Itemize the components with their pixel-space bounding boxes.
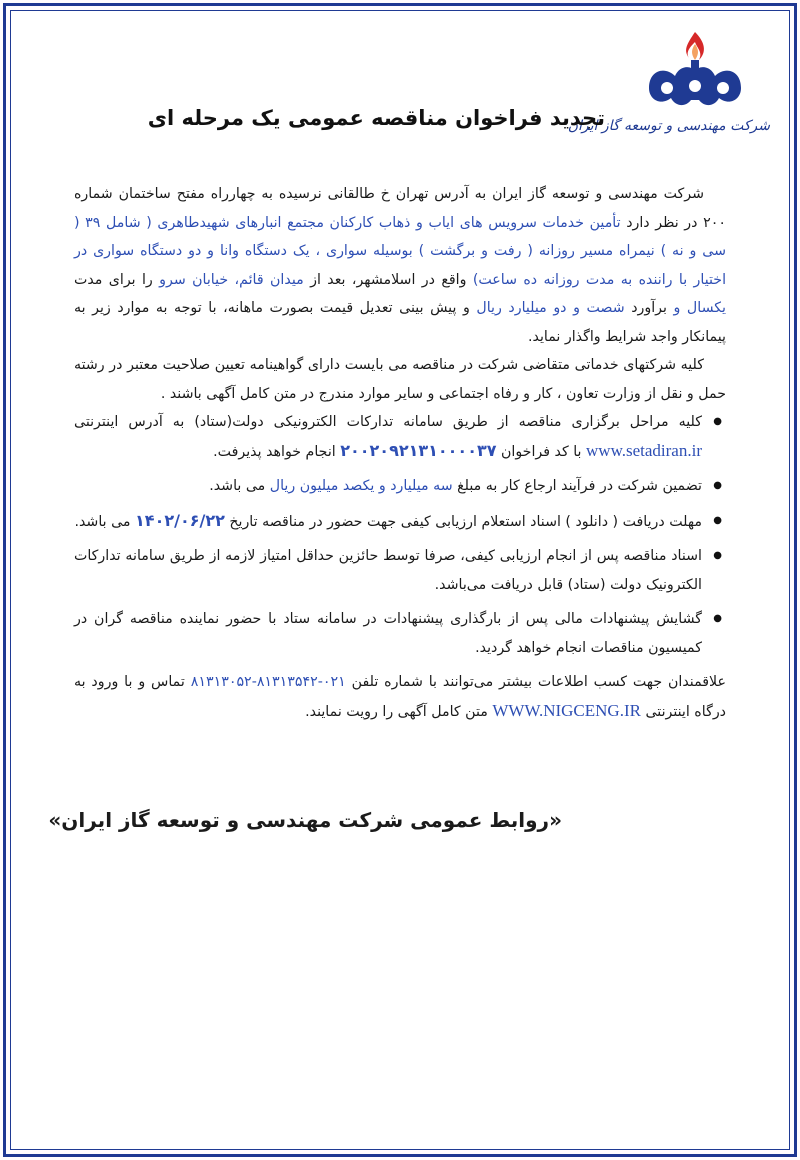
public-relations-signature: «روابط عمومی شرکت مهندسی و توسعه گاز ایران»: [48, 808, 562, 832]
company-logo: [567, 26, 770, 156]
eligibility-paragraph: کلیه شرکتهای خدماتی متقاضی شرکت در مناقصه می بایست دارای گواهینامه تعیین صلاحیت معتبر در رشته حمل و نقل از وزارت تعاون ، کار و رفاه اجتماعی و سایر موارد مندرج در متن کامل آگهی باشند .: [74, 357, 726, 402]
deadline-date: ۱۴۰۲/۰۶/۲۲: [135, 510, 225, 530]
location-text: میدان قائم، خیابان سرو: [159, 271, 304, 288]
guarantee-amount: سه میلیارد و یکصد میلیون ریال: [269, 478, 453, 494]
setadiran-link[interactable]: www.setadiran.ir: [586, 440, 702, 460]
duration-text: یکسال و: [673, 300, 727, 316]
intro-paragraph: شرکت مهندسی و توسعه گاز ایران به آدرس تهران خ طالقانی نرسیده به چهارراه مفتح ساختمان شماره ۲۰۰ در نظر دارد تأمین خدمات سرویس های ایاب و ذهاب کارکنان مجتمع انبارهای شهیدطاهری ( شامل ۳۹ ( سی و نه ) نیمراه مسیر روزانه ( رفت و برگشت ) بوسیله سواری ، یک دستگاه وانا و دو دستگاه سواری در اختیار با راننده به مدت روزانه ده ساعت) واقع در اسلامشهر، بعد از میدان قائم، خیابان سرو را برای مدت یکسال و برآورد شصت و دو میلیارد ریال و پیش بینی تعدیل قیمت بصورت ماهانه، با توجه به موارد زیر به پیمانکار واجد شرایط واگذار نماید.: [74, 186, 727, 345]
contact-paragraph: علاقمندان جهت کسب اطلاعات بیشتر می‌توانند با شماره تلفن ۰۲۱-۸۱۳۱۳۵۴۲-۸۱۳۱۳۰۵۲ تماس و با ورود به درگاه اینترنتی WWW.NIGCENG.IR متن کامل آگهی را رویت نمایند.: [74, 674, 726, 720]
list-item: ● گشایش پیشنهادات مالی پس از بارگذاری پیشنهادات در سامانه ستاد با حضور نماینده مناقصه گران در کمیسیون مناقصات انجام خواهد گردید.: [74, 605, 702, 662]
list-item: ● تضمین شرکت در فرآیند ارجاع کار به مبلغ سه میلیارد و یکصد میلیون ریال می باشد.: [74, 472, 702, 501]
list-item: ● کلیه مراحل برگزاری مناقصه از طریق سامانه تدارکات الکترونیکی دولت(ستاد) به آدرس اینترنتی www.setadiran.ir با کد فراخوان ۲۰۰۲۰۹۲۱۳۱۰۰۰۰۳۷ انجام خواهد پذیرفت.: [74, 408, 702, 466]
list-item: ● مهلت دریافت ( دانلود ) اسناد استعلام ارزیابی کیفی جهت حضور در مناقصه تاریخ ۱۴۰۲/۰۶/۲۲ می باشد.: [74, 507, 702, 537]
phone-numbers: ۰۲۱-۸۱۳۱۳۵۴۲-۸۱۳۱۳۰۵۲: [190, 674, 346, 690]
logo-script-text: شرکت مهندسی و توسعه گاز ایران: [567, 118, 770, 134]
nigceng-link[interactable]: WWW.NIGCENG.IR: [492, 700, 641, 720]
page-title: تجدید فراخوان مناقصه عمومی یک مرحله ای: [147, 106, 605, 130]
announcement-body: [74, 180, 726, 726]
tender-code: ۲۰۰۲۰۹۲۱۳۱۰۰۰۰۳۷: [340, 440, 497, 460]
estimate-text: شصت و دو میلیارد ریال: [476, 300, 625, 316]
flame-logo-icon: [635, 26, 755, 118]
requirements-list: [74, 408, 726, 662]
service-description: تأمین خدمات سرویس های ایاب و ذهاب کارکنان مجتمع انبارهای شهیدطاهری ( شامل ۳۹ ( سی و نه ) نیمراه مسیر روزانه ( رفت و برگشت ) بوسیله سواری ، یک دستگاه وانا و دو دستگاه سواری در اختیار با راننده به مدت روزانه ده ساعت): [74, 214, 727, 288]
list-item: ● اسناد مناقصه پس از انجام ارزیابی کیفی، صرفا توسط حائزین حداقل امتیاز لازمه از طریق سامانه تدارکات الکترونیک دولت (ستاد) قابل دریافت می‌باشد.: [74, 542, 702, 599]
